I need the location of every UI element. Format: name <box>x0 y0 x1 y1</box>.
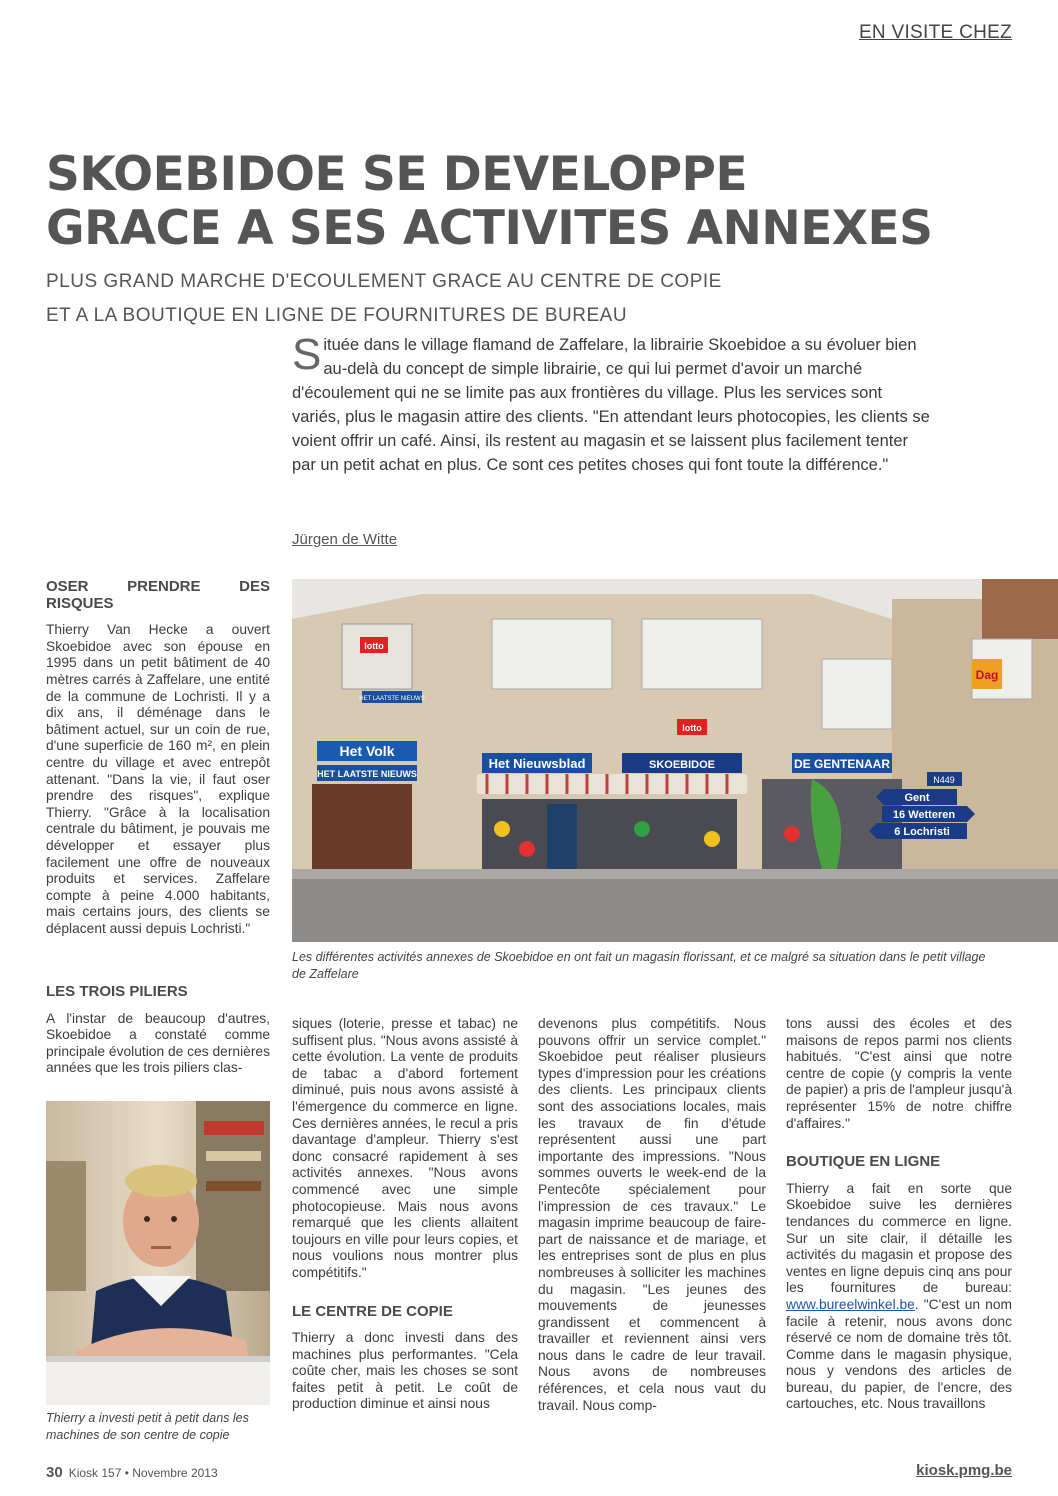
lotto-sign-text-2: lotto <box>682 723 702 733</box>
storefront-caption: Les différentes activités annexes de Skoebidoe en ont fait un magasin florissant, et ce malgré sa situation dans le petit village de Zaffelare <box>292 950 986 981</box>
portrait-illustration <box>46 1101 270 1405</box>
nieuwsblad-sign-text: Het Nieuwsblad <box>488 756 586 771</box>
paragraph-clients: tons aussi des écoles et des maisons de repos parmi nos clients habitués. "C'est ainsi que notre centre de copie (y compris la vente de papier) a pris de l'ampleur jusqu'à représenter 15% de notre chiffre d'affaires." <box>786 1016 1012 1131</box>
storefront-illustration <box>292 579 1058 942</box>
volk-sign-text: Het Volk <box>339 743 395 759</box>
road-wetteren-text: 16 Wetteren <box>892 809 956 821</box>
issue-info: Kiosk 157 • Novembre 2013 <box>68 1466 218 1480</box>
author-byline[interactable]: Jürgen de Witte <box>292 531 398 548</box>
boutique-text-2: . "C'est un nom facile à retenir, nous avons donc réservé ce nom de domaine très tôt. Comme dans le magasin physique, nous y vendons des articles de bureau, du papier, de l'encre, des cartouches, etc. Nous travaillons <box>786 1296 1012 1412</box>
drop-cap: S <box>292 330 322 379</box>
headline <box>46 148 1006 256</box>
subheadline <box>46 265 1026 333</box>
column-4 <box>786 1016 1012 1413</box>
dag-sign-text: Dag <box>975 668 999 682</box>
column-1 <box>46 579 270 937</box>
paragraph-evolution: siques (loterie, presse et tabac) ne suffisent plus. "Nous avons assisté à cette évolution. La vente de produits de tabac a d'abord fortement diminué, puis nous avons assisté à l'émergence du commerce en ligne. Ces dernières années, le recul a pris davantage d'ampleur. Thierry s'est donc consacré rapidement à ses activités annexes. "Nous avons commencé avec une simple photocopieuse. Mais nous avons remarqué que les clients allaitent toujours en ville pour leurs copies, et nous voulions nous montrer plus compétitifs." <box>292 1016 518 1280</box>
road-gent-text: Gent <box>904 792 930 804</box>
paragraph-piliers: A l'instar de beaucoup d'autres, Skoebidoe a constaté comme principale évolution de ces dernières années que les trois piliers clas- <box>46 1010 270 1076</box>
paragraph-boutique <box>786 1181 1012 1413</box>
skoebidoe-sign-text: SKOEBIDOE <box>648 759 716 771</box>
headline-line-1: SKOEBIDOE SE DEVELOPPE <box>46 147 748 202</box>
subheadline-line-2: ET A LA BOUTIQUE EN LIGNE DE FOURNITURES DE BUREAU <box>46 305 628 326</box>
paragraph-risques: Thierry Van Hecke a ouvert Skoebidoe avec son épouse en 1995 dans un petit bâtiment de 40 mètres carrés à Zaffelare, une entité de la commune de Lochristi. Il y a dix ans, il déménage dans le bâtiment actuel, sur un coin de rue, d'une superficie de 160 m², en plein centre du village et avec entrepôt attenant. "Dans la vie, il faut oser prendre des risques", explique Thierry. "Grâce à la localisation centrale du bâtiment, je pouvais me développer et essayer plus facilement une offre de nouveaux produits et services. Zaffelare compte à peine 4.000 habitants, mais certains jours, des clients se déplacent aussi depuis Lochristi." <box>46 622 270 936</box>
road-lochristi-text: 6 Lochristi <box>894 826 950 838</box>
lotto-sign-text: lotto <box>364 641 384 651</box>
footer-info <box>46 1464 218 1481</box>
column-2 <box>292 1016 518 1413</box>
boutique-text-1: Thierry a fait en sorte que Skoebidoe suive les dernières tendances du commerce en ligne. Sur un site clair, il détaille les activités du magasin et propose des ventes en ligne depuis cinq ans pour les fournitures de bureau: <box>786 1180 1012 1296</box>
lead-text: ituée dans le village flamand de Zaffelare, la librairie Skoebidoe a su évoluer bien au-delà du concept de simple librairie, ce qui lui permet d'avoir un marché d'écoulement qui ne se limite pas aux frontières du village. Plus les services sont variés, plus le magasin attire des clients. "En attendant leurs photocopies, les clients se voient offrir un café. Ainsi, ils restent au magasin et se laissent plus facilement tenter par un petit achat en plus. Ce sont ces petites choses qui font toute la différence." <box>292 336 930 474</box>
paragraph-copie: Thierry a donc investi dans des machines plus performantes. "Cela coûte cher, mais les choses se sont faites petit à petit. Le coût de production diminue et ainsi nous <box>292 1330 518 1412</box>
column-1-lower <box>46 984 270 1077</box>
portrait-photo <box>46 1101 270 1405</box>
column-3 <box>538 1016 766 1414</box>
section-heading-copie: LE CENTRE DE COPIE <box>292 1302 453 1320</box>
storefront-photo <box>292 579 1058 942</box>
hln-sign-text: HET LAATSTE NIEUWS <box>359 696 425 702</box>
headline-line-2: GRACE A SES ACTIVITES ANNEXES <box>46 201 933 256</box>
bureelwinkel-link[interactable]: www.bureelwinkel.be <box>786 1296 915 1312</box>
section-tag: EN VISITE CHEZ <box>858 22 1012 43</box>
gentenaar-sign-text: DE GENTENAAR <box>793 757 891 771</box>
hln-sign-text-2: HET LAATSTE NIEUWS <box>317 769 417 779</box>
paragraph-impression: devenons plus compétitifs. Nous pouvons offrir un service complet." Skoebidoe peut réaliser plusieurs types d'impression pour les créations des clients. Les principaux clients sont des associations locales, mais les travaux de fin d'étude représentent aussi une part importante des impressions. "Nous sommes ouverts le week-end de la Pentecôte spécialement pour l'impression de ces travaux." Le magasin imprime beaucoup de faire-part de naissance et de mariage, et les entreprises sont de plus en plus nombreuses à solliciter les machines du magasin. "Les jeunes des mouvements de jeunesses grandissent et commencent à travailler et reviennent ainsi vers nous dans le cadre de leur travail. Nous avons de nombreuses références, et cela nous vaut du travail. Nous comp- <box>538 1016 766 1413</box>
footer-site-link[interactable]: kiosk.pmg.be <box>916 1462 1012 1479</box>
section-heading-risques: OSER PRENDRE DES RISQUES <box>46 578 270 612</box>
road-n449-text: N449 <box>933 775 955 785</box>
subheadline-line-1: PLUS GRAND MARCHE D'ECOULEMENT GRACE AU CENTRE DE COPIE <box>46 271 722 292</box>
section-heading-piliers: LES TROIS PILIERS <box>46 983 188 1000</box>
lead-paragraph <box>292 330 932 477</box>
section-heading-boutique: BOUTIQUE EN LIGNE <box>786 1153 941 1171</box>
portrait-caption: Thierry a investi petit à petit dans les machines de son centre de copie <box>46 1411 249 1442</box>
page-number: 30 <box>46 1464 63 1481</box>
